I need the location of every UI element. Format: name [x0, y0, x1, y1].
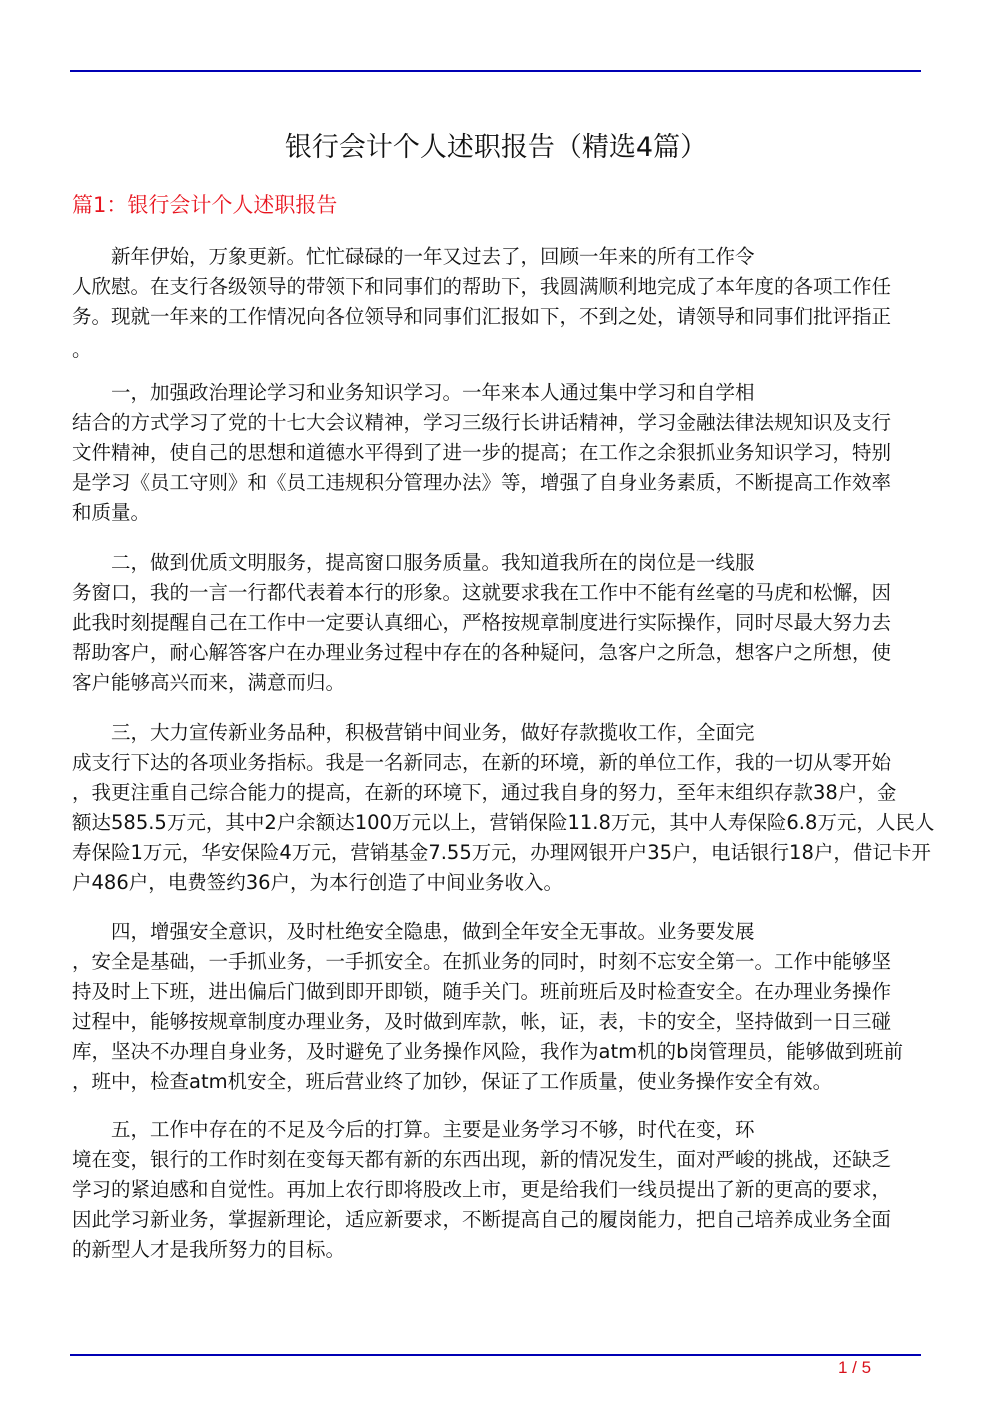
paragraph-line: 是学习《员工守则》和《员工违规积分管理办法》等，增强了自身业务素质，不断提高工作效率	[72, 471, 892, 494]
header-rule	[70, 70, 921, 72]
paragraph-line: 。	[72, 338, 92, 361]
paragraph-line: 结合的方式学习了党的十七大会议精神，学习三级行长讲话精神，学习金融法律法规知识及支行	[72, 411, 892, 434]
paragraph-line: 户486户，电费签约36户，为本行创造了中间业务收入。	[72, 871, 564, 894]
paragraph-line: 过程中，能够按规章制度办理业务，及时做到库款，帐，证，表，卡的安全，坚持做到一日三碰	[72, 1010, 892, 1033]
section-heading: 篇1：银行会计个人述职报告	[72, 193, 338, 217]
paragraph	[72, 378, 922, 528]
paragraph-line: 成支行下达的各项业务指标。我是一名新同志，在新的环境，新的单位工作，我的一切从零开始	[72, 751, 892, 774]
paragraph-line: 二，做到优质文明服务，提高窗口服务质量。我知道我所在的岗位是一线服	[111, 551, 755, 574]
paragraph-line: ，安全是基础，一手抓业务，一手抓安全。在抓业务的同时，时刻不忘安全第一。工作中能够坚	[72, 950, 892, 973]
paragraph-line: 因此学习新业务，掌握新理论，适应新要求，不断提高自己的履岗能力，把自己培养成业务全面	[72, 1208, 892, 1231]
paragraph-line: 五，工作中存在的不足及今后的打算。主要是业务学习不够，时代在变，环	[111, 1118, 755, 1141]
paragraph	[72, 548, 922, 698]
paragraph-line: 境在变，银行的工作时刻在变每天都有新的东西出现，新的情况发生，面对严峻的挑战，还缺乏	[72, 1148, 892, 1171]
footer-rule	[70, 1354, 921, 1356]
document-title: 银行会计个人述职报告（精选4篇）	[284, 132, 708, 163]
paragraph-line: ，我更注重自己综合能力的提高，在新的环境下，通过我自身的努力，至年末组织存款38户，金	[72, 781, 897, 804]
paragraph-line: 的新型人才是我所努力的目标。	[72, 1238, 346, 1261]
paragraph-line: 四，增强安全意识，及时杜绝安全隐患，做到全年安全无事故。业务要发展	[111, 920, 755, 943]
paragraph	[72, 718, 935, 898]
paragraph-line: 学习的紧迫感和自觉性。再加上农行即将股改上市，更是给我们一线员提出了新的更高的要求，	[72, 1178, 892, 1201]
paragraph	[72, 917, 922, 1097]
paragraph-line: 务。现就一年来的工作情况向各位领导和同事们汇报如下，不到之处，请领导和同事们批评指正	[72, 305, 892, 328]
paragraph-line: 人欣慰。在支行各级领导的带领下和同事们的帮助下，我圆满顺利地完成了本年度的各项工作任	[72, 275, 892, 298]
paragraph-line: 额达585.5万元，其中2户余额达100万元以上，营销保险11.8万元，其中人寿保险6.8万元，人民人	[72, 811, 935, 834]
paragraph-line: 三，大力宣传新业务品种，积极营销中间业务，做好存款揽收工作，全面完	[111, 721, 755, 744]
paragraph	[72, 242, 922, 365]
paragraph	[72, 1115, 922, 1265]
paragraph-line: 新年伊始，万象更新。忙忙碌碌的一年又过去了，回顾一年来的所有工作令	[111, 245, 755, 268]
paragraph-line: ，班中，检查atm机安全，班后营业终了加钞，保证了工作质量，使业务操作安全有效。	[72, 1070, 833, 1093]
paragraph-line: 帮助客户，耐心解答客户在办理业务过程中存在的各种疑问，急客户之所急，想客户之所想，使	[72, 641, 892, 664]
paragraph-line: 务窗口，我的一言一行都代表着本行的形象。这就要求我在工作中不能有丝毫的马虎和松懈，因	[72, 581, 892, 604]
paragraph-line: 客户能够高兴而来，满意而归。	[72, 671, 346, 694]
paragraph-line: 一，加强政治理论学习和业务知识学习。一年来本人通过集中学习和自学相	[111, 381, 755, 404]
paragraph-line: 此我时刻提醒自己在工作中一定要认真细心，严格按规章制度进行实际操作，同时尽最大努力去	[72, 611, 892, 634]
paragraph-line: 库，坚决不办理自身业务，及时避免了业务操作风险，我作为atm机的b岗管理员，能够做到班前	[72, 1040, 903, 1063]
paragraph-line: 文件精神，使自己的思想和道德水平得到了进一步的提高；在工作之余狠抓业务知识学习，特别	[72, 441, 892, 464]
paragraph-line: 寿保险1万元，华安保险4万元，营销基金7.55万元，办理网银开户35户，电话银行18户，借记卡开	[72, 841, 931, 864]
page-number: 1 / 5	[838, 1358, 872, 1377]
paragraph-line: 持及时上下班，进出偏后门做到即开即锁，随手关门。班前班后及时检查安全。在办理业务操作	[72, 980, 892, 1003]
paragraph-line: 和质量。	[72, 501, 151, 524]
